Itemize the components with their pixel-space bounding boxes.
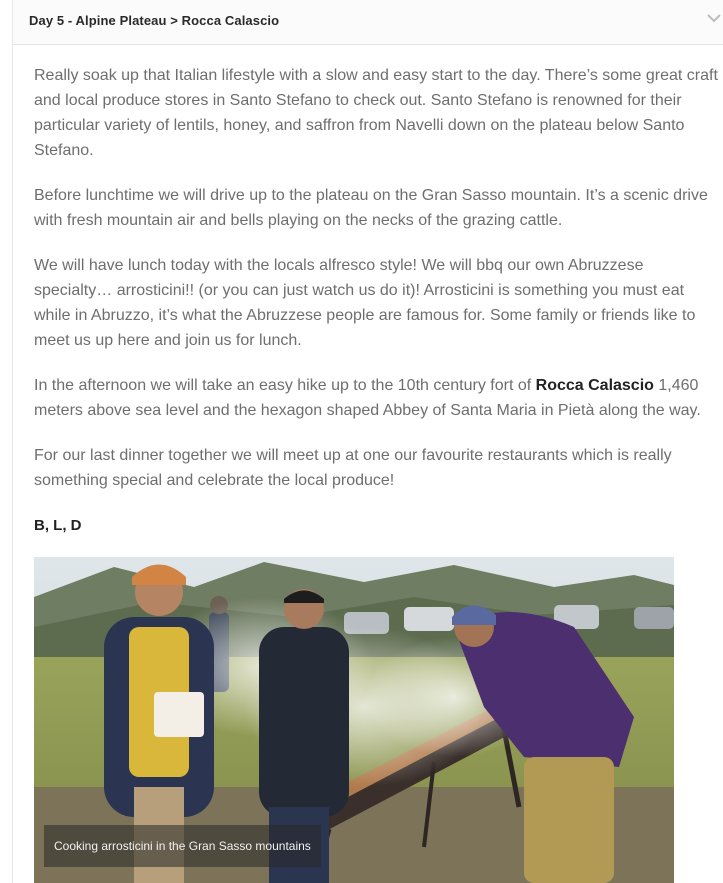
accordion-header-day-5[interactable] — [13, 0, 723, 45]
paragraph-lunchtime-drive: Before lunchtime we will drive up to the plateau on the Gran Sasso mountain. It’s a scenic drive with fresh mountain air and bells playing on the necks of the grazing cattle. — [34, 187, 708, 229]
paragraph-lunch: We will have lunch today with the locals alfresco style! We will bbq our own Abruzzese specialty… arrosticini!! (or you can just watch us do it)! Arrosticini is something you must eat while in Abruzzo, it’s what the Abruzzese people are famous for. Some family or friends like to meet us up here and join us for lunch. — [34, 257, 696, 349]
chevron-down-icon[interactable] — [706, 12, 722, 24]
paragraph-morning: Really soak up that Italian lifestyle with a slow and easy start to the day. There’s some great craft and local produce stores in Santo Stefano to check out. Santo Stefano is renowned for their particular variety of lentils, honey, and saffron from Navelli down on the plateau below Santo Stefano. — [34, 67, 718, 159]
accordion-title[interactable]: Day 5 - Alpine Plateau > Rocca Calascio — [29, 13, 280, 28]
afternoon-text-start: In the afternoon we will take an easy hike up to the 10th century fort of — [34, 377, 536, 394]
photo-caption: Cooking arrosticini in the Gran Sasso mountains — [44, 825, 321, 867]
afternoon-text-end: 1,460 meters above sea level and the hexagon shaped Abbey of Santa Maria in Pietà along the way. — [34, 377, 701, 419]
rocca-calascio-highlight: Rocca Calascio — [535, 377, 654, 394]
day-description — [34, 63, 723, 558]
meals-included: B, L, D — [34, 517, 82, 534]
paragraph-dinner: For our last dinner together we will meet up at one our favourite restaurants which is really something special and celebrate the local produce! — [34, 447, 672, 489]
bbq-photo — [34, 557, 674, 883]
paragraph-afternoon — [34, 373, 723, 423]
